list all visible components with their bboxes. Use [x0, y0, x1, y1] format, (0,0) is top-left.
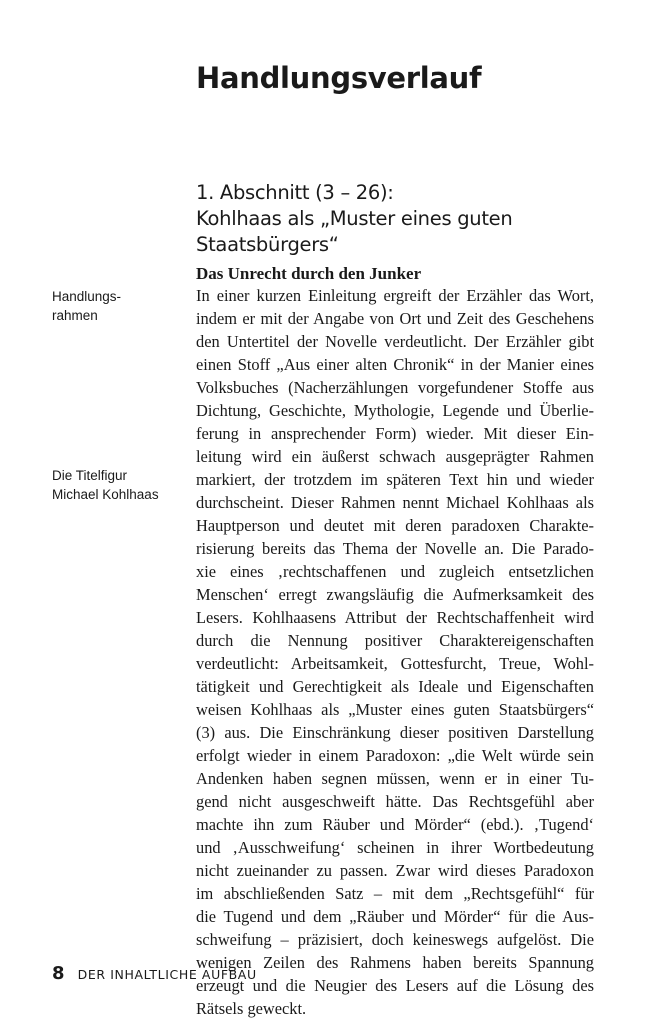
margin-note-line: rahmen	[52, 308, 98, 323]
body-text-line: In einer kurzen Einleitung ergreift der Erzähler das Wort,	[196, 286, 594, 305]
margin-note-handlungsrahmen	[52, 287, 182, 325]
body-text-line: leitung wird ein äußerst schwach ausgeprägter Rahmen	[196, 447, 594, 466]
margin-note-line: Handlungs-	[52, 289, 122, 304]
body-text-line: Andenken haben segnen müssen, wenn er in einer Tu-	[196, 769, 594, 788]
body-text-line: markiert, der trotzdem im späteren Text hin und wieder	[196, 470, 594, 489]
body-text-line: xie eines ‚rechtschaffenen und zugleich entsetzlichen	[196, 562, 594, 581]
section-heading-line: 1. Abschnitt (3 – 26):	[196, 181, 394, 204]
body-text-line: risierung bereits das Thema der Novelle an. Die Parado-	[196, 539, 594, 558]
body-text-line: erzeugt und die Neugier des Lesers auf die Lösung des	[196, 976, 594, 995]
margin-note-titelfigur	[52, 466, 182, 504]
body-text-line: machte ihn zum Räuber und Mörder“ (ebd.). ‚Tugend‘	[196, 815, 594, 834]
body-text-line: weisen Kohlhaas als „Muster eines guten Staatsbürgers“	[196, 700, 594, 719]
body-text-line: Menschen‘ erregt zwangsläufig die Aufmerksamkeit des	[196, 585, 594, 604]
body-text-line: einen Stoff „Aus einer alten Chronik“ in der Manier eines	[196, 355, 594, 374]
body-text-line: ferung in ansprechender Form) wieder. Mit dieser Ein-	[196, 424, 594, 443]
body-text-line: die Tugend und dem „Räuber und Mörder“ für die Aus-	[196, 907, 594, 926]
body-text-line: Rätsels geweckt.	[196, 999, 307, 1018]
body-text-line: durchscheint. Dieser Rahmen nennt Michael Kohlhaas als	[196, 493, 594, 512]
body-text-line: wenigen Zeilen des Rahmens haben bereits Spannung	[196, 953, 594, 972]
chapter-title: Handlungsverlauf	[196, 61, 482, 95]
body-text-line: den Untertitel der Novelle verdeutlicht. Der Erzähler gibt	[196, 332, 594, 351]
body-text-line: Volksbuches (Nacherzählungen vorgefundener Stoffe aus	[196, 378, 594, 397]
section-heading-line: Staatsbürgers“	[196, 233, 339, 256]
section-heading-line: Kohlhaas als „Muster eines guten	[196, 207, 513, 230]
running-head: DER INHALTLICHE AUFBAU	[77, 967, 257, 982]
body-text-line: und ‚Ausschweifung‘ scheinen in ihrer Wortbedeutung	[196, 838, 594, 857]
margin-note-line: Die Titelfigur	[52, 468, 128, 483]
body-text-line: gend nicht ausgeschweift hätte. Das Rechtsgefühl aber	[196, 792, 594, 811]
body-text-line: nicht zueinander zu passen. Zwar wird dieses Paradoxon	[196, 861, 594, 880]
body-text-line: Lesers. Kohlhaasens Attribut der Rechtschaffenheit wird	[196, 608, 594, 627]
body-text-line: erfolgt wieder in einem Paradoxon: „die Welt würde sein	[196, 746, 594, 765]
body-text-line: tätigkeit und Gerechtigkeit als Ideale und Eigenschaften	[196, 677, 594, 696]
body-text-line: Hauptperson und deutet mit deren paradoxen Charakte-	[196, 516, 594, 535]
body-text-line: schweifung – präzisiert, doch keineswegs aufgelöst. Die	[196, 930, 594, 949]
body-text-line: verdeutlicht: Arbeitsamkeit, Gottesfurcht, Treue, Wohl-	[196, 654, 594, 673]
page-number: 8	[52, 963, 65, 984]
body-text-line: im abschließenden Satz – mit dem „Rechtsgefühl“ für	[196, 884, 594, 903]
subheading: Das Unrecht durch den Junker	[196, 264, 422, 283]
body-text-line: durch die Nennung positiver Charaktereigenschaften	[196, 631, 594, 650]
body-text-line: Dichtung, Geschichte, Mythologie, Legende und Überlie-	[196, 401, 594, 420]
page-footer	[52, 963, 257, 984]
section-heading	[196, 180, 636, 258]
body-text	[196, 284, 594, 1020]
body-text-line: (3) aus. Die Einschränkung dieser positiven Darstellung	[196, 723, 594, 742]
body-text-line: indem er mit der Angabe von Ort und Zeit des Geschehens	[196, 309, 594, 328]
margin-note-line: Michael Kohlhaas	[52, 487, 159, 502]
